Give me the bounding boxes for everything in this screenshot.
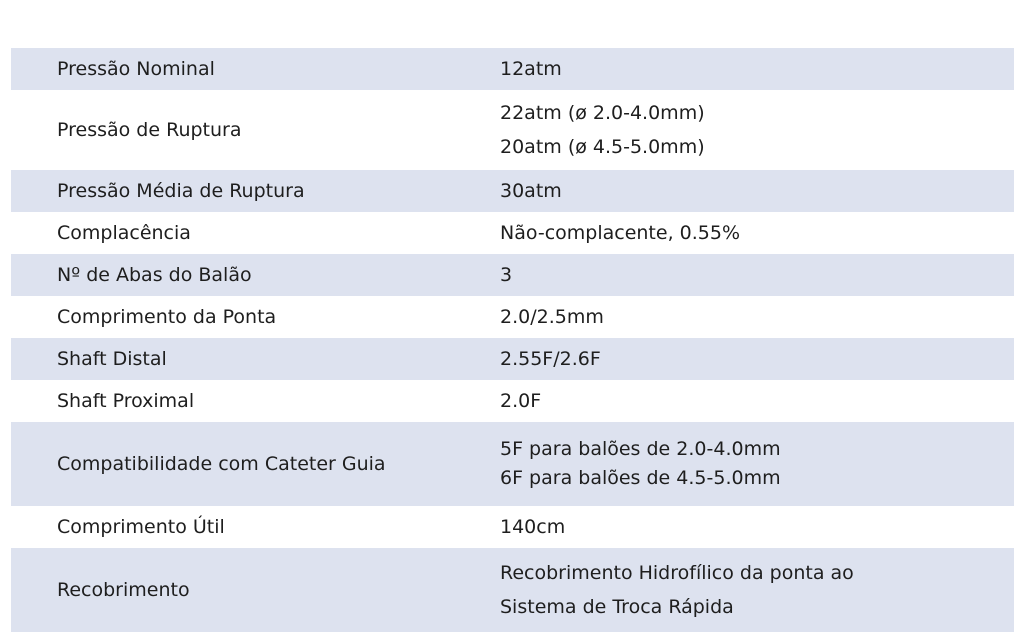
spec-row-pressao-ruptura xyxy=(11,90,1014,170)
spec-value xyxy=(500,258,512,292)
spec-label: Pressão Média de Ruptura xyxy=(57,180,305,202)
spec-value-line: 140cm xyxy=(500,516,566,538)
spec-value xyxy=(500,342,601,376)
spec-table xyxy=(11,48,1014,632)
spec-label: Pressão Nominal xyxy=(57,58,215,80)
spec-label: Compatibilidade com Cateter Guia xyxy=(57,453,386,475)
spec-row-abas-balao xyxy=(11,254,1014,296)
spec-value-line: 5F para balões de 2.0-4.0mm xyxy=(500,438,781,460)
spec-value-line: 22atm (ø 2.0-4.0mm) xyxy=(500,102,705,124)
spec-label: Nº de Abas do Balão xyxy=(57,264,252,286)
spec-label: Complacência xyxy=(57,222,191,244)
spec-value xyxy=(500,556,854,624)
spec-row-recobrimento xyxy=(11,548,1014,632)
spec-row-shaft-proximal xyxy=(11,380,1014,422)
spec-value-line: 30atm xyxy=(500,180,562,202)
spec-value xyxy=(500,510,565,544)
spec-row-compatibilidade-cateter xyxy=(11,422,1014,506)
spec-label: Shaft Proximal xyxy=(57,390,195,412)
spec-value-line: Recobrimento Hidrofílico da ponta ao xyxy=(500,562,854,584)
spec-value-line: 3 xyxy=(500,264,513,286)
spec-value xyxy=(500,435,781,493)
spec-row-comprimento-ponta xyxy=(11,296,1014,338)
spec-label: Comprimento Útil xyxy=(57,516,225,538)
spec-value-line: 6F para balões de 4.5-5.0mm xyxy=(500,467,781,489)
spec-row-complacencia xyxy=(11,212,1014,254)
spec-row-pressao-media-ruptura xyxy=(11,170,1014,212)
spec-value xyxy=(500,300,604,334)
spec-value xyxy=(500,52,562,86)
spec-value-line: 2.0/2.5mm xyxy=(500,306,604,328)
spec-row-pressao-nominal xyxy=(11,48,1014,90)
spec-value xyxy=(500,96,705,164)
spec-value xyxy=(500,216,740,250)
spec-row-comprimento-util xyxy=(11,506,1014,548)
spec-label: Shaft Distal xyxy=(57,348,167,370)
spec-value-line: Não-complacente, 0.55% xyxy=(500,222,741,244)
spec-label: Comprimento da Ponta xyxy=(57,306,277,328)
spec-label: Recobrimento xyxy=(57,579,190,601)
spec-value-line: 12atm xyxy=(500,58,562,80)
spec-value-line: 2.55F/2.6F xyxy=(500,348,601,370)
spec-label: Pressão de Ruptura xyxy=(57,119,242,141)
spec-value xyxy=(500,174,562,208)
spec-value-line: 20atm (ø 4.5-5.0mm) xyxy=(500,136,705,158)
spec-value xyxy=(500,384,541,418)
spec-row-shaft-distal xyxy=(11,338,1014,380)
spec-value-line: 2.0F xyxy=(500,390,542,412)
spec-value-line: Sistema de Troca Rápida xyxy=(500,596,734,618)
